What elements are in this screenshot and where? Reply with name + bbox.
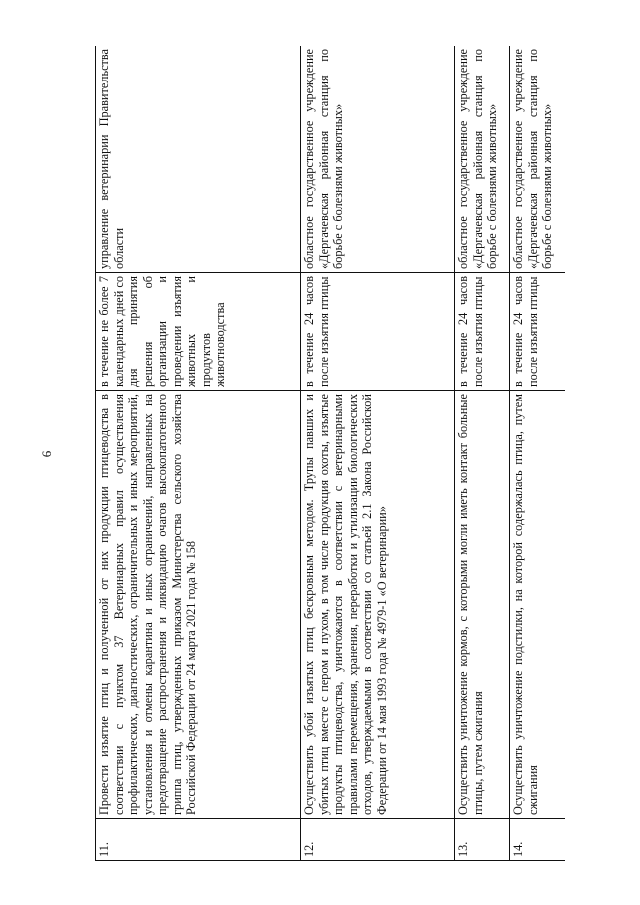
measures-table bbox=[95, 46, 565, 861]
row-responsible: областное государственное учреждение «Дергачевская районная станция по борьбе с болезнями животных» bbox=[510, 46, 566, 273]
table-row bbox=[96, 46, 301, 861]
measures-table-container bbox=[95, 46, 565, 861]
table-row bbox=[301, 46, 455, 861]
row-responsible: областное государственное учреждение «Дергачевская районная станция по борьбе с болезнями животных» bbox=[301, 46, 455, 273]
row-number: 14. bbox=[510, 819, 566, 861]
row-action: Осуществить убой изъятых птиц бескровным методом. Трупы павших и убитых птиц вместе с пером и пухом, в том числе продукция охоты, изъятые продукты птицеводства, уничтожаются в соответствии с ветеринарными правилами перемещения, хранения, переработки и утилизации биологических отходов, утверждаемыми в соответствии со статьей 2.1 Закона Российской Федерации от 14 мая 1993 года № 4979-1 «О ветеринарии» bbox=[301, 391, 455, 819]
row-number: 11. bbox=[96, 819, 301, 861]
row-term: в течение не более 7 календарных дней со дня принятия решения об организации и проведении изъятия животных и продуктов животноводства bbox=[96, 273, 301, 391]
row-number: 13. bbox=[455, 819, 510, 861]
row-action: Провести изъятие птиц и полученной от них продукции птицеводства в соответствии с пунктом 37 Ветеринарных правил осуществления профилактических, диагностических, ограничительных и иных мероприятий, установления и отмены карантина и иных ограничений, направленных на предотвращение распространения и ликвидацию очагов высокопатогенного гриппа птиц, утвержденных приказом Министерства сельского хозяйства Российской Федерации от 24 марта 2021 года № 158 bbox=[96, 391, 301, 819]
table-row bbox=[510, 46, 566, 861]
row-responsible: управление ветеринарии Правительства области bbox=[96, 46, 301, 273]
row-action: Осуществить уничтожение кормов, с которыми могли иметь контакт больные птицы, путем сжигания bbox=[455, 391, 510, 819]
row-term: в течение 24 часов после изъятия птицы bbox=[301, 273, 455, 391]
row-term: в течение 24 часов после изъятия птицы bbox=[510, 273, 566, 391]
row-responsible: областное государственное учреждение «Дергачевская районная станция по борьбе с болезнями животных» bbox=[455, 46, 510, 273]
row-number: 12. bbox=[301, 819, 455, 861]
page-number: 6 bbox=[39, 450, 54, 458]
row-action: Осуществить уничтожение подстилки, на которой содержалась птица, путем сжигания bbox=[510, 391, 566, 819]
table-row bbox=[455, 46, 510, 861]
row-term: в течение 24 часов после изъятия птицы bbox=[455, 273, 510, 391]
